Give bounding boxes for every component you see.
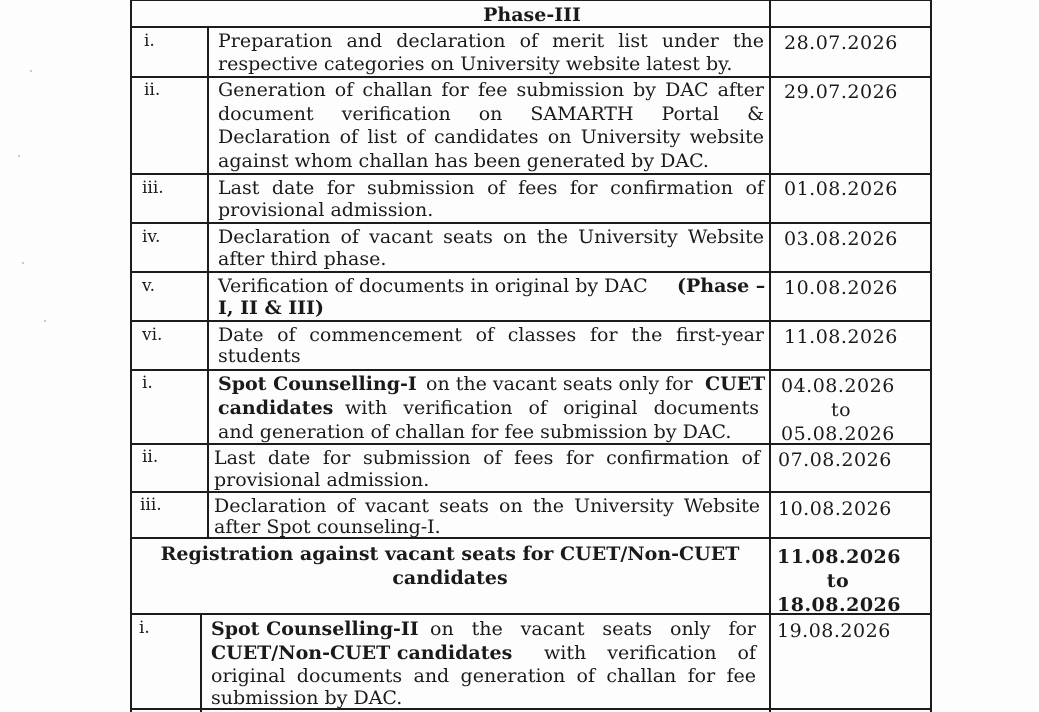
serial-number: i. [139, 618, 150, 638]
serial-number: ii. [144, 80, 161, 100]
row-description-bold: Spot Counselling-II [211, 618, 419, 640]
row-date: 03.08.2026 [784, 228, 898, 250]
row-description: Verification of documents in original by DAC [218, 275, 648, 297]
row-description: after Spot counseling-I. [214, 516, 441, 538]
serial-number: ii. [142, 447, 159, 467]
serial-number: iii. [142, 178, 164, 198]
registration-to-word: to [826, 570, 850, 592]
row-description: after third phase. [218, 248, 387, 270]
row-date: 07.08.2026 [778, 449, 892, 471]
row-description: against whom challan has been generated by DAC. [218, 150, 709, 172]
row-description: students [218, 345, 301, 367]
sl-column-divider [207, 27, 209, 537]
row-description: and generation of challan for fee submission by DAC. [218, 421, 732, 443]
row-description: with verification of original documents [345, 397, 759, 419]
row-description: with verification of [544, 642, 756, 664]
row-date-to: 05.08.2026 [781, 423, 895, 445]
row-date: 28.07.2026 [784, 32, 898, 54]
registration-heading-line2: candidates [392, 567, 508, 589]
row-date-to-word: to [830, 399, 852, 421]
row-description: provisional admission. [214, 469, 430, 491]
phase-heading: Phase-III [483, 4, 581, 26]
row-description-bold: candidates [218, 397, 334, 419]
row-description: on the vacant seats only for [426, 373, 693, 395]
row-date: 29.07.2026 [784, 81, 898, 103]
row-description-bold: CUET/Non-CUET candidates [211, 642, 513, 664]
registration-heading-line1: Registration against vacant seats for CUET/Non-CUET [160, 543, 740, 565]
table-left-border [130, 0, 132, 712]
scan-speck [22, 262, 24, 264]
row-date: 19.08.2026 [777, 620, 891, 642]
row-description: Declaration of vacant seats on the University Website [218, 226, 764, 248]
row-date: 10.08.2026 [778, 498, 892, 520]
row-description: Preparation and declaration of merit list under the [218, 30, 764, 52]
scan-speck [44, 320, 46, 322]
serial-number: vi. [142, 325, 163, 345]
row-date: 10.08.2026 [784, 277, 898, 299]
row-description-bold: (Phase – [677, 275, 766, 297]
row-divider [130, 369, 932, 371]
serial-number: v. [142, 276, 155, 296]
row-date-from: 04.08.2026 [781, 375, 895, 397]
scan-speck [30, 70, 32, 72]
serial-number: i. [142, 373, 153, 393]
serial-number: iii. [140, 495, 162, 515]
scan-speck [18, 155, 20, 157]
row-date: 01.08.2026 [784, 178, 898, 200]
row-description: original documents and generation of challan for fee [211, 665, 756, 687]
row-description-bold: Spot Counselling-I [218, 373, 417, 395]
row-description: respective categories on University website latest by. [218, 53, 733, 75]
row-description-bold: CUET [705, 373, 766, 395]
row-description: Generation of challan for fee submission by DAC after [218, 79, 764, 101]
row-description: Declaration of vacant seats on the University Website [214, 495, 760, 517]
row-description: Declaration of list of candidates on University website [218, 126, 764, 148]
row-description: Last date for submission of fees for confirmation of [214, 447, 760, 469]
table-right-border [930, 0, 932, 712]
registration-date-from: 11.08.2026 [777, 546, 901, 568]
registration-date-to: 18.08.2026 [777, 594, 901, 616]
row-description: document verification on SAMARTH Portal & [218, 103, 764, 125]
row-date: 11.08.2026 [784, 326, 898, 348]
serial-number: i. [144, 31, 155, 51]
row-description: Date of commencement of classes for the first-year [218, 324, 764, 346]
row-description: provisional admission. [218, 199, 434, 221]
table-top-border [130, 0, 932, 1]
sl-column-divider-lower [200, 614, 202, 712]
serial-number: iv. [142, 227, 161, 247]
row-description: on the vacant seats only for [430, 618, 756, 640]
row-description: submission by DAC. [211, 687, 403, 709]
row-description: Last date for submission of fees for confirmation of [218, 177, 764, 199]
row-description-bold: I, II & III) [218, 297, 324, 319]
